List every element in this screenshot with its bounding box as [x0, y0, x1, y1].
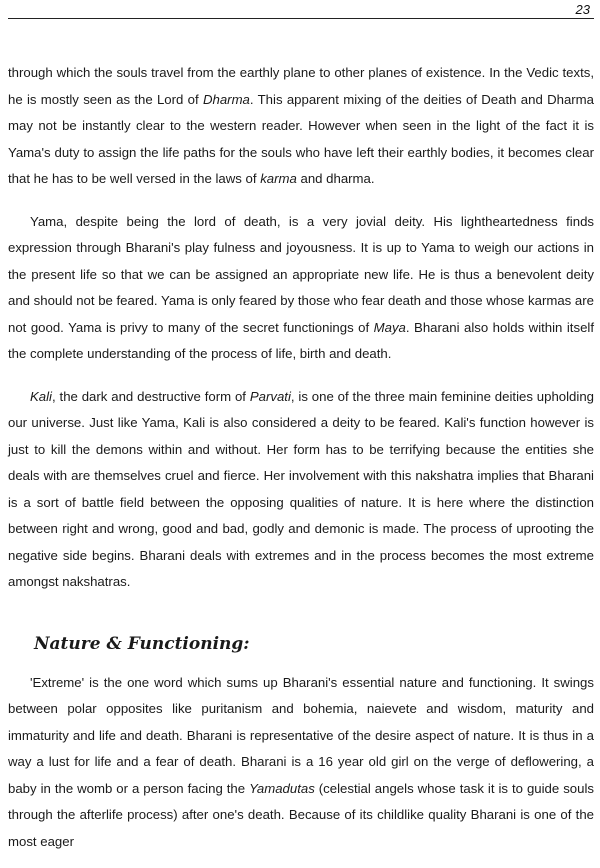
section-heading: Nature & Functioning:	[34, 633, 250, 654]
text-run: Yama, despite being the lord of death, is a very jovial deity. His lightheartedness finds expression through Bharani's play fulness and joyousness. It is up to Yama to weigh our actions in the present life so that we can be assigned an appropriate new life. He is thus a benevolent deity and should not be feared. Yama is only feared by those who fear death and those whose karmas are not good. Yama is privy to many of the secret functionings of	[8, 213, 594, 335]
paragraph-1	[8, 60, 594, 193]
text-run: through which the souls travel from the earthly plane to other planes of existence. In the Vedic texts, he is mostly seen as the Lord of	[8, 65, 594, 107]
italic-term: Parvati	[249, 388, 291, 404]
italic-term: karma	[260, 171, 297, 186]
page-body	[8, 60, 594, 855]
text-run: , is one of the three main feminine deities upholding our universe. Just like Yama, Kali is also considered a deity to be feared. Kali's function however is just to kill the demons within and without. Her form has to be terrifying because the entities she deals with are themselves cruel and fierce. Her involvement with this nakshatra implies that Bharani is a sort of battle field between the opposing qualities of nature. It is here where the distinction between right and wrong, good and bad, godly and demonic is made. The process of uprooting the negative side begins. Bharani deals with extremes and in the process becomes the most extreme amongst nakshatras.	[8, 388, 594, 589]
italic-term: Kali	[30, 388, 52, 404]
italic-term: Dharma	[202, 91, 250, 107]
paragraph-4	[8, 670, 594, 856]
page-number: 23	[575, 2, 590, 17]
text-run: , the dark and destructive form of	[52, 388, 250, 404]
italic-term: Yamadutas	[249, 780, 315, 796]
header-rule	[8, 18, 594, 19]
text-run: . Bharani also holds within itself the complete understanding of the process of life, birth and death.	[8, 319, 594, 361]
text-run: 'Extreme' is the one word which sums up Bharani's essential nature and functioning. It swings between polar opposites like puritanism and bohemia, naievete and wisdom, maturity and immaturity and life and death. Bharani is representative of the desire aspect of nature. It is thus in a way a lust for life and a fear of death. Bharani is a 16 year old girl on the verge of deflowering, a baby in the womb or a person facing the	[8, 674, 594, 796]
text-run: and dharma.	[296, 171, 375, 186]
text-run: (celestial angels whose task it is to guide souls through the afterlife process) after one's death. Because of its childlike quality Bharani is one of the most eager	[8, 780, 594, 849]
italic-term: Maya	[373, 319, 406, 335]
paragraph-3	[8, 384, 594, 596]
paragraph-2	[8, 209, 594, 368]
text-run: . This apparent mixing of the deities of Death and Dharma may not be instantly clear to the western reader. However when seen in the light of the fact it is Yama's duty to assign the life paths for the souls who have left their earthly bodies, it becomes clear that he has to be well versed in the laws of	[8, 91, 594, 186]
page-header	[0, 0, 600, 22]
